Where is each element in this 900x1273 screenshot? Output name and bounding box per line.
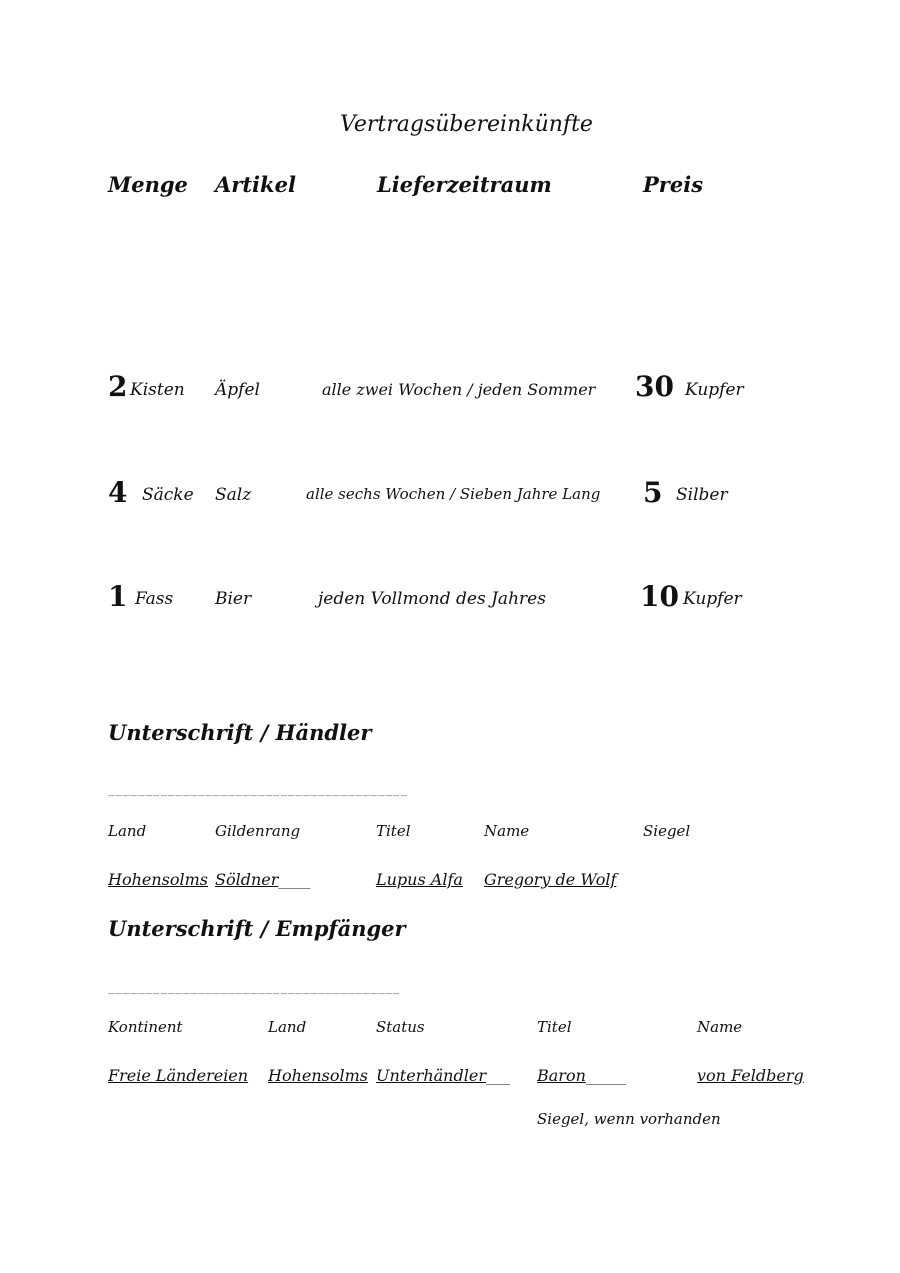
row-unit: Fass bbox=[135, 589, 174, 609]
row-article: Salz bbox=[215, 485, 252, 505]
haendler-label-name: Name bbox=[484, 822, 530, 840]
empfaenger-status-trail: ___ bbox=[485, 1066, 510, 1085]
haendler-label-titel: Titel bbox=[376, 822, 411, 840]
haendler-label-gildenrang: Gildenrang bbox=[215, 822, 301, 840]
header-lieferzeitraum: Lieferzeitraum bbox=[377, 172, 552, 197]
empfaenger-heading: Unterschrift / Empfänger bbox=[108, 916, 406, 941]
header-artikel: Artikel bbox=[215, 172, 296, 197]
row-schedule: alle zwei Wochen / jeden Sommer bbox=[322, 380, 596, 399]
row-quantity: 2 bbox=[108, 370, 128, 403]
row-unit: Kisten bbox=[130, 380, 185, 400]
row-article: Äpfel bbox=[215, 380, 260, 400]
row-price: 5 bbox=[643, 476, 663, 509]
empfaenger-label-kontinent: Kontinent bbox=[108, 1018, 183, 1036]
haendler-value-land: Hohensolms bbox=[108, 870, 209, 889]
empfaenger-label-name: Name bbox=[697, 1018, 743, 1036]
empfaenger-label-land: Land bbox=[268, 1018, 307, 1036]
row-article: Bier bbox=[215, 589, 252, 609]
row-unit: Säcke bbox=[142, 485, 194, 505]
haendler-heading: Unterschrift / Händler bbox=[108, 720, 372, 745]
empfaenger-label-titel: Titel bbox=[537, 1018, 572, 1036]
row-currency: Silber bbox=[676, 485, 728, 505]
row-quantity: 1 bbox=[108, 580, 128, 613]
empfaenger-value-name: von Feldberg bbox=[697, 1066, 804, 1085]
empfaenger-value-titel-group bbox=[537, 1066, 626, 1085]
empfaenger-value-status-group bbox=[376, 1066, 510, 1085]
row-schedule: jeden Vollmond des Jahres bbox=[318, 589, 546, 609]
empfaenger-titel-trail: _____ bbox=[585, 1066, 626, 1085]
row-quantity: 4 bbox=[108, 476, 128, 509]
empfaenger-value-kontinent: Freie Ländereien bbox=[108, 1066, 249, 1085]
row-price: 30 bbox=[635, 370, 674, 403]
haendler-value-gildenrang-group bbox=[215, 870, 310, 889]
empfaenger-value-status: Unterhändler bbox=[376, 1066, 486, 1085]
header-preis: Preis bbox=[643, 172, 704, 197]
empfaenger-value-titel: Baron bbox=[537, 1066, 586, 1085]
row-schedule: alle sechs Wochen / Sieben Jahre Lang bbox=[306, 485, 601, 503]
empfaenger-siegel-note: Siegel, wenn vorhanden bbox=[537, 1110, 721, 1128]
haendler-signature-line: ________________________________________ bbox=[108, 782, 408, 797]
haendler-value-titel: Lupus Alfa bbox=[376, 870, 463, 889]
haendler-value-gildenrang: Söldner bbox=[215, 870, 279, 889]
header-menge: Menge bbox=[108, 172, 188, 197]
haendler-label-land: Land bbox=[108, 822, 147, 840]
haendler-value-name: Gregory de Wolf bbox=[484, 870, 617, 889]
row-currency: Kupfer bbox=[683, 589, 742, 609]
haendler-label-siegel: Siegel bbox=[643, 822, 691, 840]
document-title: Vertragsübereinkünfte bbox=[340, 112, 593, 137]
row-currency: Kupfer bbox=[685, 380, 744, 400]
row-price: 10 bbox=[640, 580, 679, 613]
empfaenger-value-land: Hohensolms bbox=[268, 1066, 369, 1085]
haendler-gildenrang-trail: ____ bbox=[278, 870, 311, 889]
empfaenger-label-status: Status bbox=[376, 1018, 425, 1036]
empfaenger-signature-line: _______________________________________ bbox=[108, 980, 401, 995]
